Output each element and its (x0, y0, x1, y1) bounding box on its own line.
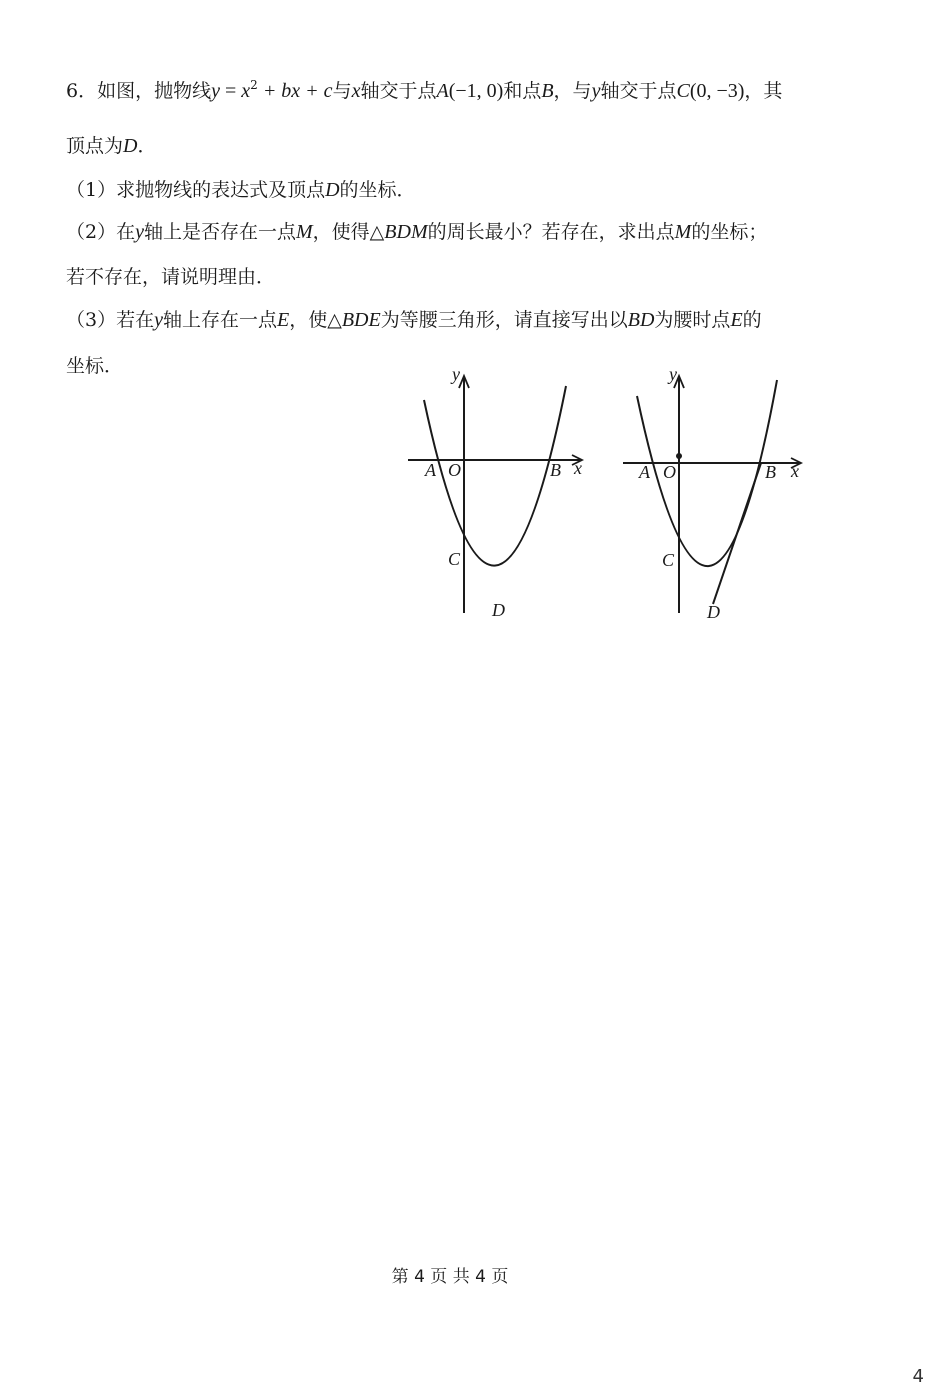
text: 如图，抛物线 (97, 80, 212, 102)
corner-mark: 4 (912, 1366, 924, 1387)
text: 的坐标； (691, 221, 768, 243)
equation-rest: + bx + c (257, 80, 333, 102)
point-b-label: B (550, 460, 561, 480)
text: 的坐标． (339, 179, 416, 201)
triangle-bdm: BDM (384, 221, 428, 243)
origin-label: O (663, 462, 676, 482)
equation-x: x (241, 80, 251, 102)
parabola-figure-2 (615, 368, 815, 628)
problem-number: 6． (66, 80, 98, 102)
parabola-figure-1 (400, 368, 600, 628)
text: ，其 (744, 80, 783, 102)
point-a-label: A (639, 462, 650, 482)
text: （2）在 (66, 221, 136, 243)
text: ，与 (553, 80, 592, 102)
part-2 (66, 219, 767, 245)
text: 为等腰三角形，请直接写出以 (380, 309, 628, 331)
text: 为腰时点 (654, 309, 731, 331)
text: ，使得△ (312, 221, 385, 243)
problem-line-1 (66, 78, 782, 104)
point-b-label: B (765, 462, 776, 482)
origin-label: O (448, 460, 461, 480)
point-c-label: C (662, 550, 675, 570)
text: 轴交于点 (600, 80, 677, 102)
point-b: B (541, 80, 554, 102)
y-axis-label: y (669, 368, 677, 384)
text: 轴交于点 (360, 80, 437, 102)
var-y: y (135, 221, 144, 243)
text: 的周长最小？若存在，求出点 (427, 221, 675, 243)
point-m: M (296, 221, 313, 243)
point-a-label: A (425, 460, 436, 480)
text: 坐标． (66, 355, 124, 377)
text: ，使△ (289, 309, 342, 331)
point-c: C (676, 80, 690, 102)
segment-bd (713, 463, 761, 604)
part-3 (66, 307, 762, 333)
point-d: D (123, 135, 138, 157)
text: （3）若在 (66, 309, 155, 331)
point-m: M (674, 221, 692, 243)
parabola-curve (637, 380, 777, 566)
var-y: y (591, 80, 601, 102)
page-footer: 第 4 页 共 4 页 (391, 1267, 509, 1287)
parabola-curve (424, 386, 566, 566)
point-e: E (277, 309, 290, 331)
point-a-coords: (−1, 0) (448, 80, 504, 102)
equation-equals: = (220, 80, 242, 102)
y-axis-label: y (452, 368, 460, 384)
text: 的 (742, 309, 762, 331)
point-d: D (325, 179, 340, 201)
point-d-label: D (707, 602, 720, 622)
equation-exponent: 2 (250, 78, 258, 92)
text: 若不存在，请说明理由． (66, 266, 276, 288)
triangle-bde: BDE (341, 309, 381, 331)
point-c-label: C (448, 549, 461, 569)
text: 和点 (503, 80, 542, 102)
part-1 (66, 177, 416, 203)
text: ． (137, 135, 157, 157)
problem-line-2 (66, 133, 156, 159)
point-a: A (436, 80, 449, 102)
point-e: E (730, 309, 743, 331)
part-3-line-2 (66, 353, 123, 379)
text: 轴上存在一点 (162, 309, 277, 331)
text: 与 (332, 80, 352, 102)
point-d-label: D (492, 600, 505, 620)
equation-y: y (211, 80, 220, 102)
part-2-line-2 (66, 264, 275, 290)
var-y: y (154, 309, 163, 331)
x-axis-label: x (791, 461, 799, 481)
origin-dot (676, 453, 682, 459)
point-c-coords: (0, −3) (689, 80, 745, 102)
text: 顶点为 (66, 135, 124, 157)
text: （1）求抛物线的表达式及顶点 (66, 179, 326, 201)
text: 轴上是否存在一点 (143, 221, 296, 243)
var-x: x (351, 80, 361, 102)
x-axis-label: x (574, 458, 582, 478)
segment-bd: BD (627, 309, 655, 331)
